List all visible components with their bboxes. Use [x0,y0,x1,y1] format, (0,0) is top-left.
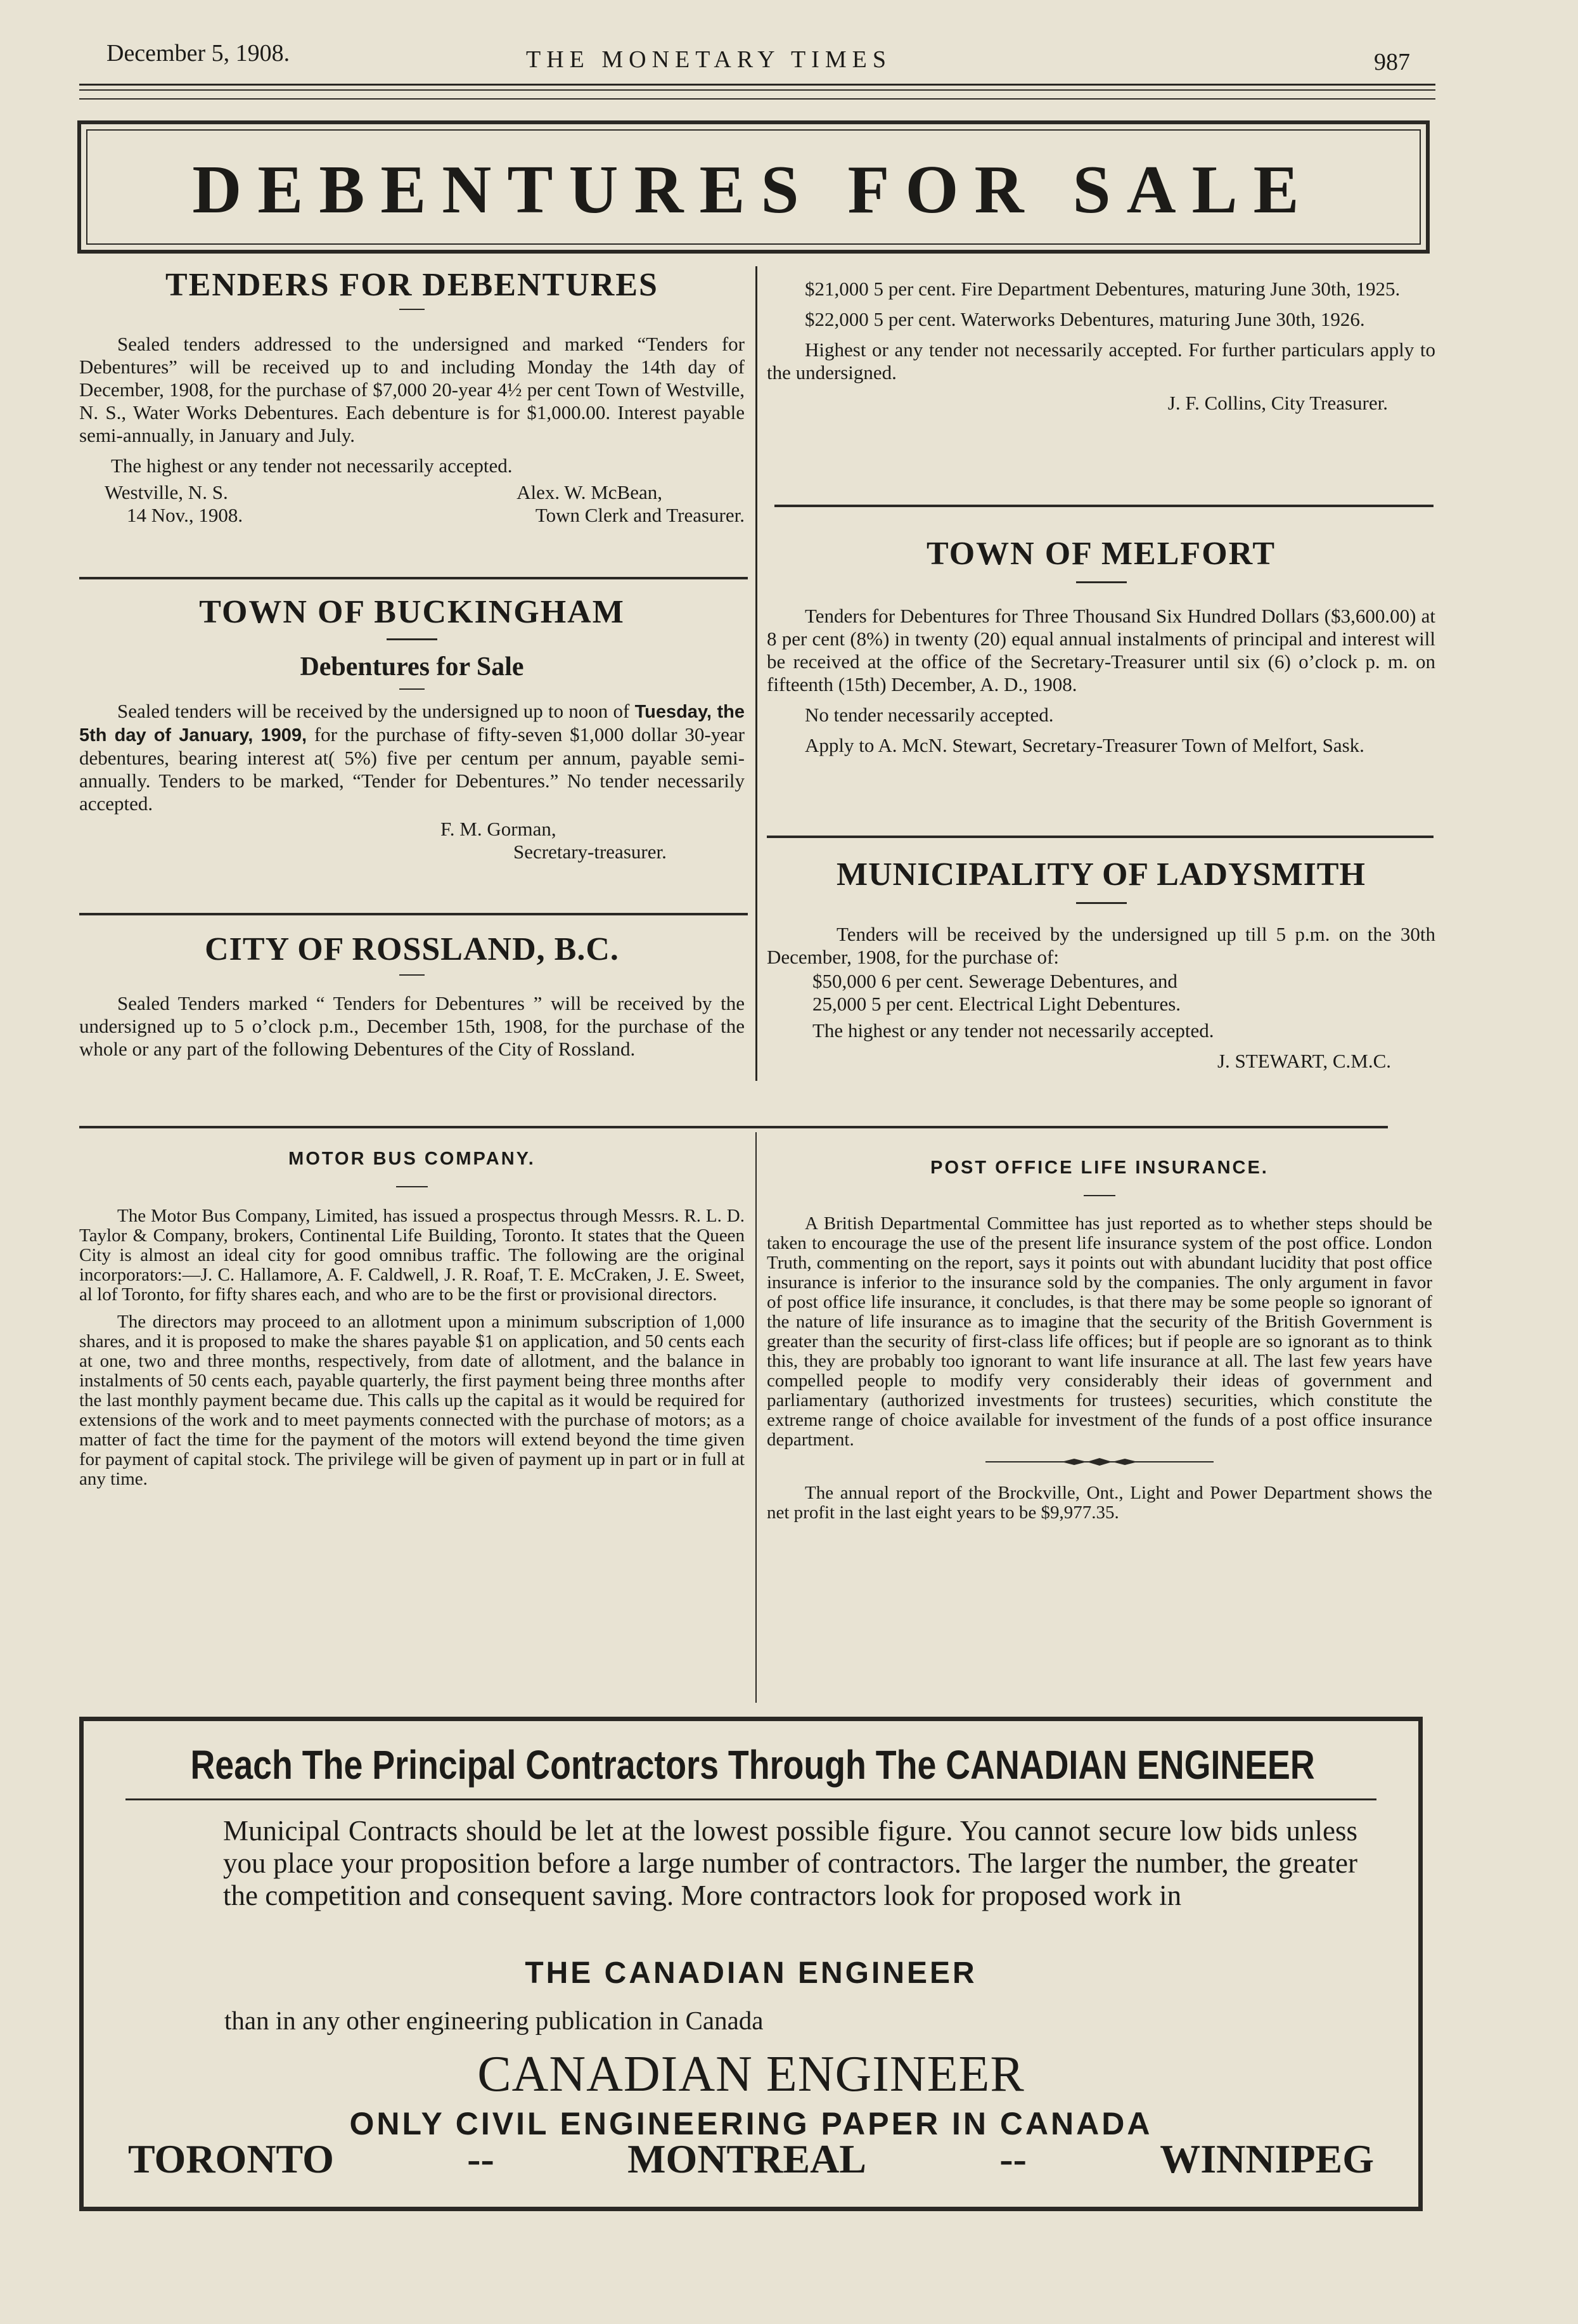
ladysmith-item-2: 25,000 5 per cent. Electrical Light Debentures. [812,993,1181,1015]
motor-bus-para-2: The directors may proceed to an allotment upon a minimum subscription of 1,000 shares, and it is proposed to make the shares payable $1 on application, and 50 cents each at one, two and three months, respectively, from date of allotment, and the balance in instalments of 50 cents each, payable quarterly, the first payment being three months after the last monthly payment became due. This calls up the capital as it would be required for extensions of the work and to meet payments connected with the purchase of motors; as a matter of fact the time for the payment of the motors will extend beyond the time given for payment of capital stock. The privilege will be given of payment up in part or in full at any time. [79,1312,745,1489]
header-rule-3 [79,98,1435,100]
rossland-note: Highest or any tender not necessarily accepted. For further particulars apply to the undersigned. [767,339,1435,384]
westville-date: 14 Nov., 1908. [127,504,243,526]
motor-bus-heading: MOTOR BUS COMPANY. [288,1149,536,1169]
rossland-item-2: $22,000 5 per cent. Waterworks Debentures, maturing June 30th, 1926. [805,308,1365,330]
westville-heading: TENDERS FOR DEBENTURES [165,267,658,303]
city-separator: -- [467,2136,494,2181]
divider [387,638,437,640]
post-office-para-2: The annual report of the Brockville, Ont., Light and Power Department shows the net profit in the last eight years to be $9,977.35. [767,1483,1432,1523]
buckingham-body-before: Sealed tenders will be received by the undersigned up to noon of [117,700,635,722]
westville-place: Westville, N. S. [105,481,228,503]
rossland-heading: CITY OF ROSSLAND, B.C. [205,931,619,967]
post-office-para-1: A British Departmental Committee has just reported as to whether steps should be taken to encourage the use of the present life insurance system of the post office. London Truth, commenting on the report, says it points out with abundant lucidity that post office insurance is inferior to the insurance sold by the companies. The only argument in favor of post office life insurance, it concludes, is that there may be some people so ignorant of the nature of life insurance as to imagine that the security of the British Government is greater than the security of first-class life offices; but if people are so ignorant as to think this, they are probably too ignorant to want life insurance at all. The last few years have compelled people to modify very considerably their ideas of government and parliamentary (authorized investments for trustees) securities, which constitute the extreme range of choice available for investment of the funds of a post office insurance department. [767,1213,1432,1450]
melfort-note: No tender necessarily accepted. [805,704,1054,726]
advert-body: Municipal Contracts should be let at the lowest possible figure. You cannot secure low bids unless you place your proposition before a large number of contractors. The larger the number, the greater the competition and consequent saving. More contractors look for proposed work in [223,1815,1357,1911]
rule-after-melfort [767,836,1434,838]
divider [1076,581,1127,583]
advert-headline: Reach The Principal Contractors Through The CANADIAN ENGINEER [190,1742,1315,1788]
advert-frame [79,1717,1423,2211]
rossland-body: Sealed Tenders marked “ Tenders for Debentures ” will be received by the undersigned up to 5 o’clock p.m., December 15th, 1908, for the purchase of the whole or any part of the following Debentures of the City of Rossland. [79,992,745,1060]
ladysmith-item-1: $50,000 6 per cent. Sewerage Debentures, and [812,970,1177,992]
buckingham-section [79,593,745,863]
column-divider-lower [755,1132,757,1703]
buckingham-body-bold: Tuesday, the 5th day of January, 1909, [79,702,745,746]
rule-after-westville [79,577,748,579]
ladysmith-section [767,856,1435,1073]
motor-bus-section [79,1149,745,1497]
rossland-section-left [79,931,745,1068]
divider [399,974,425,976]
westville-body: Sealed tenders addressed to the undersigned and marked “Tenders for Debentures” will be received up to and including Monday the 14th day of December, 1908, for the purchase of $7,000 20-year 4½ per cent Town of Westville, N. S., Water Works Debentures. Each debenture is for $1,000.00. Interest payable semi-annually, in January and July. [79,333,745,446]
divider [1084,1195,1115,1196]
ornament-icon [985,1457,1214,1466]
column-divider-upper [755,266,757,1081]
melfort-body: Tenders for Debentures for Three Thousand Six Hundred Dollars ($3,600.00) at 8 per cent (8%) in twenty (20) equal annual instalments of principal and interest will be received at the office of the Secretary-Treasurer until six (6) o’clock p. m. on fifteenth (15th) December, A. D., 1908. [767,605,1435,695]
westville-signer-name: Alex. W. McBean, [516,481,662,503]
journal-title: THE MONETARY TIMES [526,46,892,73]
buckingham-body [79,700,745,815]
westville-note: The highest or any tender not necessarily accepted. [111,455,513,477]
divider [399,688,425,690]
advert-masthead: CANADIAN ENGINEER [477,2046,1025,2102]
advert-publication: THE CANADIAN ENGINEER [525,1956,977,1990]
advert-tagline: than in any other engineering publication in Canada [224,2006,764,2035]
ladysmith-note: The highest or any tender not necessarily accepted. [812,1019,1214,1042]
city-separator: -- [999,2136,1027,2181]
buckingham-signer-name: F. M. Gorman, [440,818,556,840]
rule-after-buckingham [79,913,748,915]
banner-title: DEBENTURES FOR SALE [192,152,1315,228]
westville-section [79,266,745,527]
header-rule-2 [79,89,1435,91]
rule-after-rossland [774,505,1434,507]
post-office-section [767,1158,1432,1530]
advert-slogan: ONLY CIVIL ENGINEERING PAPER IN CANADA [349,2106,1153,2141]
ladysmith-signer: J. STEWART, C.M.C. [1217,1050,1391,1072]
post-office-heading: POST OFFICE LIFE INSURANCE. [930,1158,1269,1178]
header-date: December 5, 1908. [106,40,290,67]
city-montreal: MONTREAL [627,2136,866,2181]
ladysmith-body: Tenders will be received by the undersigned up till 5 p.m. on the 30th December, 1908, for the purchase of: [767,923,1435,968]
ladysmith-heading: MUNICIPALITY OF LADYSMITH [837,856,1366,893]
divider [396,1186,428,1187]
section-divider [79,1126,1388,1128]
divider [399,309,425,310]
advert-cities [128,2136,1374,2183]
buckingham-signer-title: Secretary-treasurer. [513,841,667,863]
city-winnipeg: WINNIPEG [1160,2136,1374,2181]
motor-bus-para-1: The Motor Bus Company, Limited, has issued a prospectus through Messrs. R. L. D. Taylor & Company, brokers, Continental Life Building, Toronto. It states that the Queen City is almost an ideal city for good omnibus traffic. The following are the original incorporators:—J. C. Hallamore, A. F. Caldwell, J. R. Roaf, T. E. McCraken, J. E. Sweet, al lof Toronto, for fifty shares each, and who are to be the first or provisional directors. [79,1206,745,1305]
city-toronto: TORONTO [128,2136,334,2181]
divider [1076,902,1127,904]
buckingham-subheading: Debentures for Sale [300,652,524,681]
melfort-section [767,535,1435,765]
melfort-apply: Apply to A. McN. Stewart, Secretary-Treasurer Town of Melfort, Sask. [805,734,1364,756]
rossland-section-right [767,278,1435,415]
advert-headline-rule [125,1798,1376,1800]
buckingham-body-after: for the purchase of fifty-seven $1,000 dollar 30-year debentures, bearing interest at( 5%) five per centum per annum, payable semi-annually. Tenders to be marked, “Tender for Debentures.” No tender necessarily accepted. [79,723,745,815]
rossland-item-1: $21,000 5 per cent. Fire Department Debentures, maturing June 30th, 1925. [805,278,1401,300]
page-number: 987 [1374,49,1410,75]
header-rule-1 [79,84,1435,86]
rossland-signer: J. F. Collins, City Treasurer. [1167,392,1388,414]
westville-signer-title: Town Clerk and Treasurer. [535,504,745,526]
melfort-heading: TOWN OF MELFORT [926,536,1276,572]
banner-frame [77,120,1430,254]
ornament-divider [767,1457,1432,1469]
buckingham-heading: TOWN OF BUCKINGHAM [199,594,625,630]
